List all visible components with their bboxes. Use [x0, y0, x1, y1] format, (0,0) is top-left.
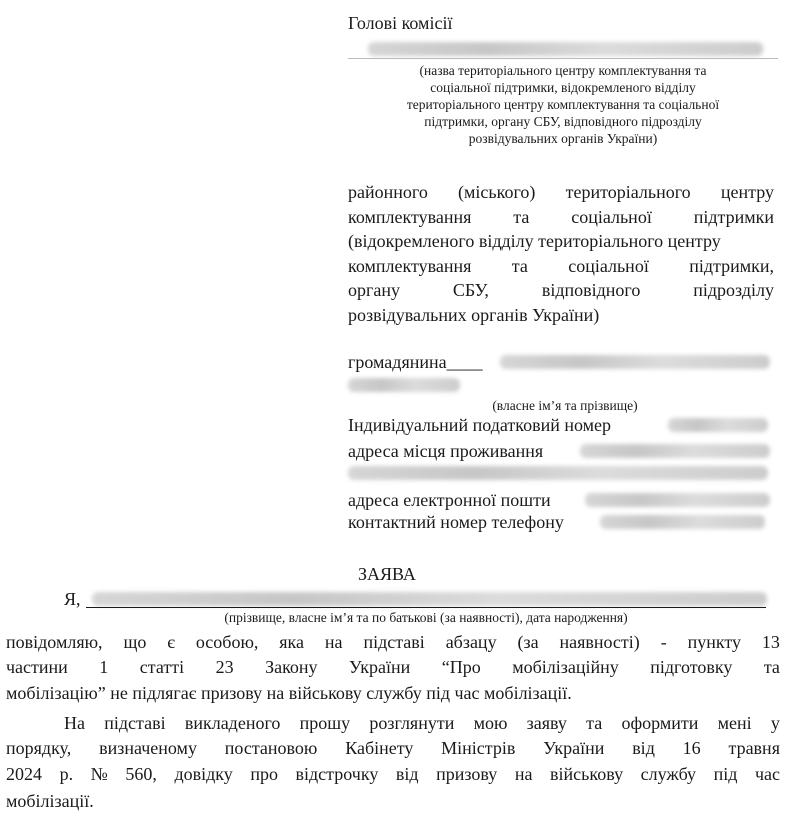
paragraph-1-word: підставі [363, 632, 425, 652]
addressee-body-word: комплектування [348, 255, 472, 276]
redacted-person-details [92, 592, 767, 606]
addressee-body-word: підрозділу [693, 280, 774, 300]
redacted-address-2 [348, 466, 768, 480]
paragraph-1-line-1 [6, 631, 780, 653]
paragraph-2-word: військову [550, 764, 624, 784]
paragraph-2-word: від [632, 738, 655, 758]
paragraph-2-word: травня [728, 738, 780, 758]
paragraph-2-word: № [90, 764, 108, 784]
paragraph-1-word: є [167, 632, 175, 652]
addressee-body-word: СБУ, [452, 280, 489, 300]
paragraph-2-word: час [754, 764, 780, 784]
citizen-label: громадянина____ [348, 352, 483, 372]
paragraph-2-line-1 [6, 737, 780, 759]
name-caption: (власне ім’я та прізвище) [492, 398, 638, 413]
redacted-tcc-name [368, 42, 763, 56]
addressee-body-word: органу [348, 280, 401, 300]
paragraph-2-word: призову [436, 764, 498, 784]
addressee-body-word: районного [348, 182, 428, 202]
redacted-citizen-name-2 [348, 378, 460, 392]
addressee-body-word: та [511, 255, 528, 276]
redacted-tax-number [668, 418, 768, 432]
addressee-body-word: центру [720, 182, 774, 202]
paragraph-1-word: “Про [441, 657, 481, 677]
paragraph-2-word: 16 [682, 738, 701, 758]
paragraph-2-word: порядку, [6, 738, 72, 758]
phone-label: контактний номер телефону [348, 512, 564, 532]
paragraph-2-first-word: у [770, 713, 780, 733]
paragraph-1-word: пункту [687, 632, 741, 652]
paragraph-1-word: Закону [265, 657, 318, 677]
paragraph-1-word: України [349, 657, 411, 677]
redacted-email [585, 493, 770, 507]
paragraph-1-word: статті [139, 657, 185, 677]
paragraph-1-word: - [660, 632, 667, 652]
person-underline [86, 607, 766, 608]
addressee-body-line-6 [348, 304, 774, 326]
paragraph-2-word: р. [59, 764, 74, 784]
tcc-caption-5: розвідувальних органів України) [468, 131, 658, 146]
paragraph-2-word: відстрочку [295, 764, 379, 784]
paragraph-2-first-word: оформити [621, 713, 699, 733]
paragraph-1-word: частини [6, 657, 68, 677]
ya-label: Я, [64, 589, 81, 609]
tax-label: Індивідуальний податковий номер [348, 415, 612, 435]
addressee-body-word: розвідувальних органів України) [348, 304, 600, 325]
addressee-body-word: підтримки, [689, 255, 774, 276]
paragraph-1-word: на [324, 632, 343, 652]
paragraph-2-word: визначеному [99, 738, 197, 758]
paragraph-2-word: постановою [224, 738, 318, 758]
addressee-body-line-3 [348, 230, 774, 252]
paragraph-2-line-2 [6, 763, 780, 785]
addressee-body-word: підтримки [693, 206, 774, 227]
paragraph-2-first-word: мою [473, 713, 508, 733]
paragraph-2-word: 2024 [6, 764, 42, 784]
paragraph-1-word: 23 [215, 657, 234, 677]
paragraph-1-word: 13 [761, 632, 780, 652]
tcc-caption-1: (назва територіального центру комплектування та [419, 63, 707, 78]
paragraph-1-word: мобілізаційну [512, 657, 619, 677]
paragraph-1-word: особою, [195, 632, 259, 652]
addressee-body-word: (міського) [458, 182, 536, 202]
paragraph-2-first-word: заяву [526, 713, 567, 733]
paragraph-2-first-word: На [64, 713, 85, 733]
addressee-body-word: комплектування [348, 206, 472, 227]
paragraph-1-word: та [763, 657, 780, 677]
paragraph-2-first-word: викладеного [184, 713, 281, 733]
tcc-name-underline [348, 58, 778, 59]
addressee-body-word: територіального [565, 182, 691, 202]
paragraph-2-word: Міністрів [441, 738, 516, 758]
addressee-body-word: соціальної [568, 255, 649, 276]
redacted-address-1 [580, 444, 770, 458]
tcc-caption-4: підтримки, органу СБУ, відповідного підрозділу [424, 114, 702, 129]
paragraph-1-word: повідомляю, [6, 632, 103, 652]
paragraph-2-word: про [250, 764, 278, 784]
person-caption: (прізвище, власне ім’я та по батькові (за наявності), дата народження) [224, 610, 628, 625]
paragraph-2-word: Кабінету [345, 738, 414, 758]
addressee-body-word: соціальної [571, 206, 652, 227]
tcc-caption-2: соціальної підтримки, відокремленого відділу [430, 80, 696, 95]
addressee-body-line-2 [348, 206, 774, 228]
paragraph-1-last-line: мобілізацію” не підлягає призову на військову службу під час мобілізації. [6, 683, 572, 703]
statement-title: ЗАЯВА [358, 564, 416, 584]
paragraph-2-word: від [395, 764, 419, 784]
redacted-phone [600, 515, 765, 529]
paragraph-1-word: що [123, 632, 147, 652]
paragraph-2-word: на [514, 764, 533, 784]
paragraph-2-first-word: та [586, 713, 603, 733]
addressee-heading: Голові комісії [348, 13, 453, 33]
paragraph-2-word: під [713, 764, 738, 784]
redacted-citizen-name [500, 355, 770, 369]
paragraph-1-word: абзацу [445, 632, 497, 652]
addressee-body-line-1 [348, 181, 774, 203]
paragraph-2-word: довідку [174, 764, 233, 784]
email-label: адреса електронної пошти [348, 490, 551, 510]
addressee-body-word: (відокремленого відділу територіального центру [348, 231, 721, 251]
paragraph-2-word: України [543, 738, 605, 758]
paragraph-2-first-word: мені [717, 713, 752, 733]
addressee-body-line-5 [348, 279, 774, 301]
paragraph-2-first-word: розглянути [369, 713, 455, 733]
paragraph-2-first-line-1 [64, 712, 780, 734]
paragraph-1-line-2 [6, 656, 780, 678]
paragraph-1-word: яка [279, 632, 305, 652]
paragraph-2-first-word: прошу [299, 713, 351, 733]
paragraph-1-word: 1 [99, 657, 109, 677]
tcc-caption-3: територіального центру комплектування та соціальної [406, 97, 720, 112]
paragraph-2-first-word: підставі [104, 713, 166, 733]
paragraph-1-word: (за [517, 632, 539, 652]
addressee-body-line-4 [348, 255, 774, 277]
address-label: адреса місця проживання [348, 441, 544, 461]
paragraph-1-word: наявності) [559, 632, 640, 652]
paragraph-2-word: службу [640, 764, 697, 784]
paragraph-2-last-line: мобілізації. [6, 791, 94, 811]
paragraph-1-word: підготовку [650, 657, 733, 677]
addressee-body-word: та [513, 206, 530, 227]
paragraph-2-word: 560, [125, 764, 157, 784]
addressee-body-word: відповідного [541, 280, 641, 300]
